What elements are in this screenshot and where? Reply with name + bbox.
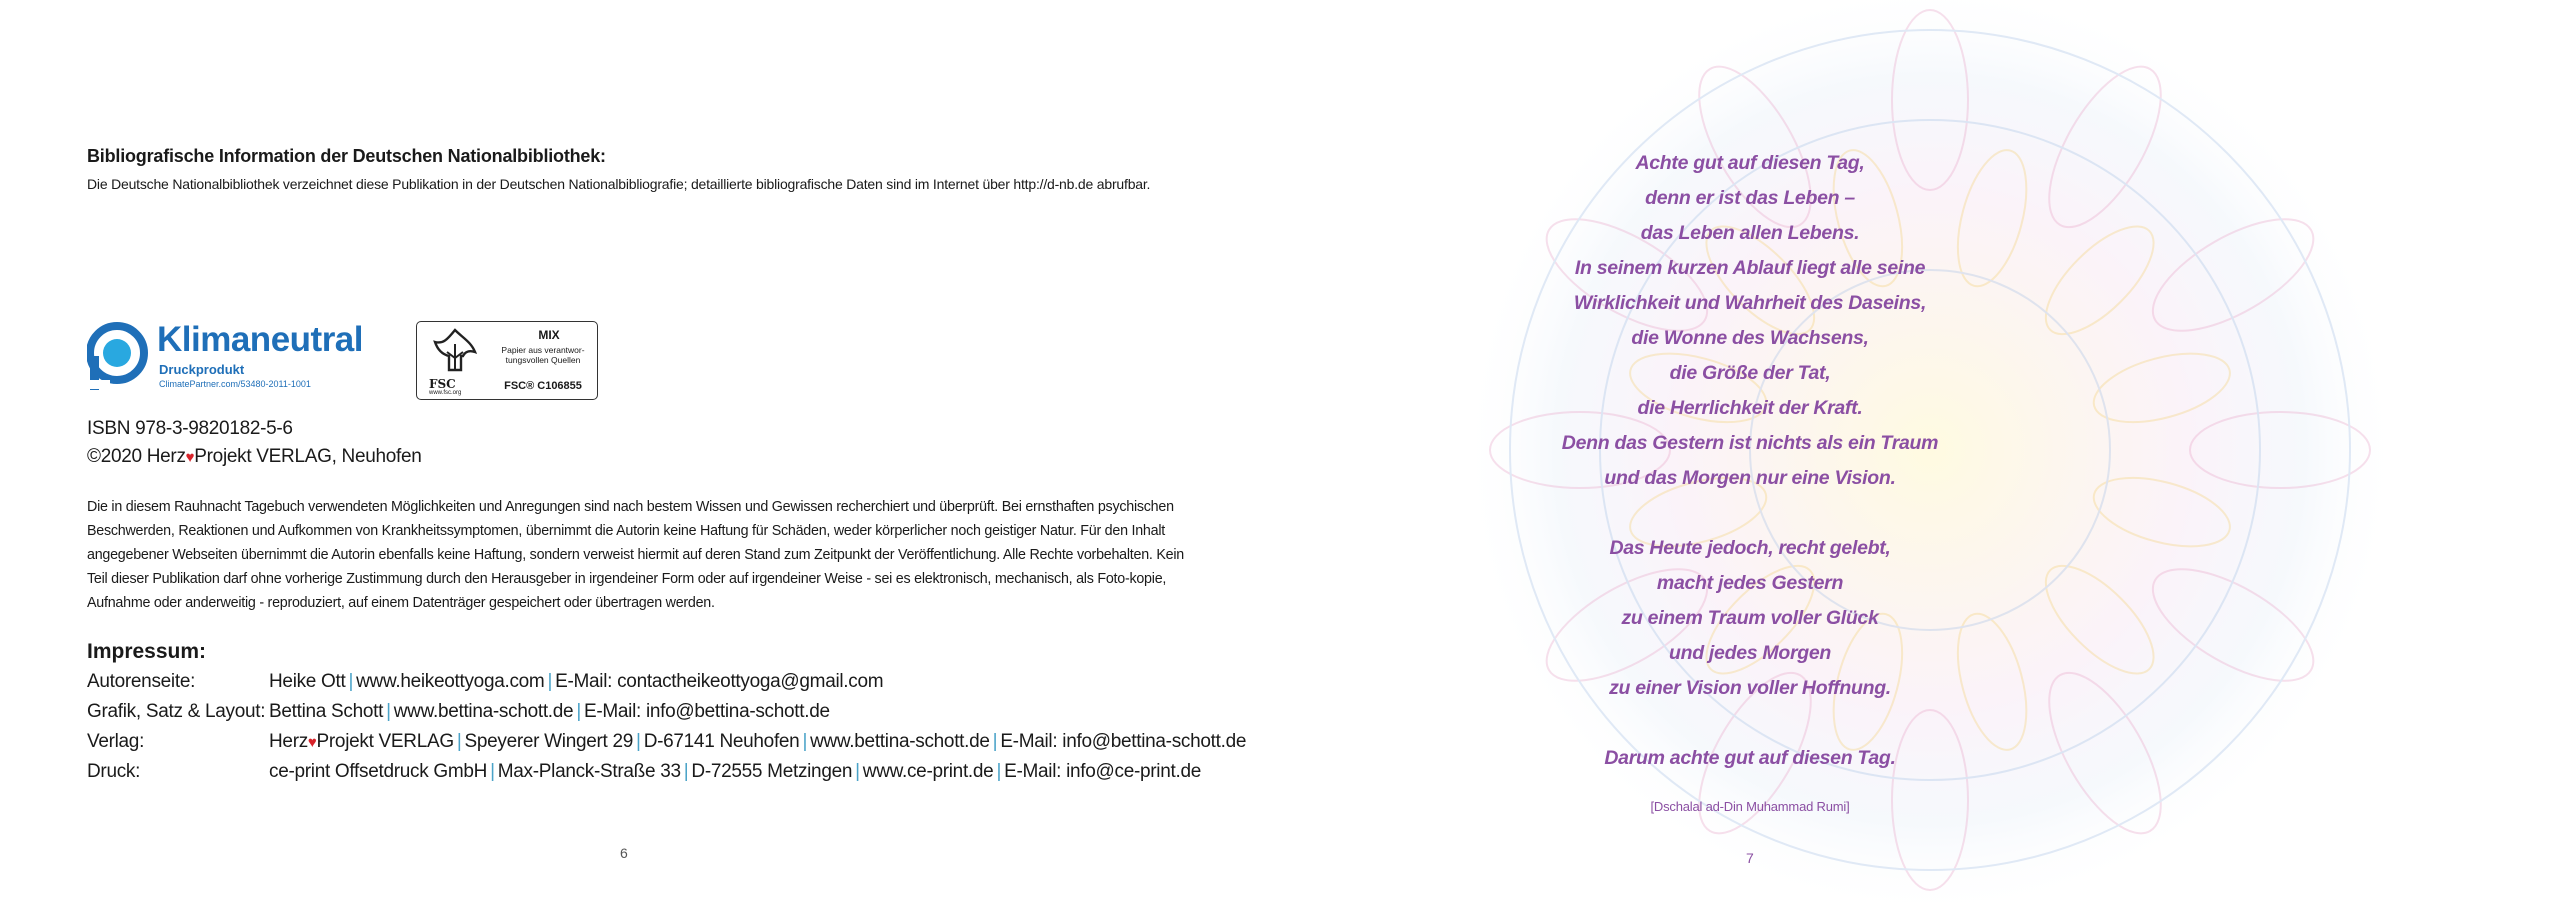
poem-source: [Dschalal ad-Din Muhammad Rumi] [1650, 799, 1850, 814]
fsc-logo-text: FSC [429, 377, 456, 391]
poem-line: Das Heute jedoch, recht gelebt, [1609, 537, 1891, 559]
impressum-row-grafik: Grafik, Satz & Layout: Bettina Schott | www.bettina-schott.de | E-Mail: info@bettina-schott.de [87, 701, 830, 722]
disclaimer: Die in diesem Rauhnacht Tagebuch verwendeten Möglichkeiten und Anregungen sind nach bestem Wissen und Gewissen recherchiert und überprüft. Bei ernsthaften psychischen Beschwerden, Reaktionen und Aufkommen von Krankheitssymptomen, übernimmt die Autorin keine Haftung für Schäden, weder körperlicher noch geistiger Natur. Für den Inhalt angegebener Webseiten übernimmt die Autorin ebenfalls keine Haftung, sondern verweist hiermit auf deren Stand zum Zeitpunkt der Veröffentlichung. Alle Rechte vorbehalten. Kein Teil dieser Publikation darf ohne vorherige Zustimmung durch den Herausgeber in irgendeiner Form oder auf irgendeiner Weise - sei es elektronisch, mechanisch, als Foto-kopie, Aufnahme oder anderweitig - reproduziert, auf einem Datenträger gespeichert oder übertragen werden. [87, 499, 1184, 611]
fsc-mix: MIX [538, 328, 560, 342]
impressum-row-verlag: Verlag: Herz♥Projekt VERLAG | Speyerer Wingert 29 | D-67141 Neuhofen | www.bettina-schott.de | E-Mail: info@bettina-schott.de [87, 731, 1247, 752]
fsc-tree-icon [425, 326, 485, 384]
poem-line: macht jedes Gestern [1656, 572, 1844, 594]
poem-stanza-gap [1480, 706, 2020, 741]
page-number-right: 7 [1746, 850, 1754, 866]
poem-line: und das Morgen nur eine Vision. [1604, 467, 1896, 489]
klimaneutral-subtitle: Druckprodukt [159, 362, 245, 377]
heart-icon: ♥ [185, 449, 195, 466]
klimaneutral-title: Klimaneutral [157, 320, 363, 359]
fsc-code: FSC® C106855 [504, 380, 582, 392]
poem-line: das Leben allen Lebens. [1640, 222, 1860, 244]
poem-line: denn er ist das Leben – [1645, 187, 1855, 209]
biblio-text: Die Deutsche Nationalbibliothek verzeichnet diese Publikation in der Deutschen Nationalbibliografie; detaillierte bibliografische Daten sind im Internet über http://d-nb.de abrufbar. [87, 176, 1151, 192]
poem-line: die Größe der Tat, [1669, 362, 1831, 384]
poem-line: Wirklichkeit und Wahrheit des Daseins, [1573, 292, 1927, 314]
poem [1480, 146, 2020, 776]
poem-line: Denn das Gestern ist nichts als ein Traum [1561, 432, 1939, 454]
poem-line: Darum achte gut auf diesen Tag. [1604, 747, 1896, 769]
isbn: ISBN 978-3-9820182-5-6 [87, 418, 293, 439]
poem-line: die Herrlichkeit der Kraft. [1637, 397, 1863, 419]
klimaneutral-logo [87, 322, 397, 396]
heart-icon: ♥ [307, 734, 317, 751]
poem-line: zu einer Vision voller Hoffnung. [1609, 677, 1891, 699]
poem-line: die Wonne des Wachsens, [1631, 327, 1869, 349]
poem-line: zu einem Traum voller Glück [1621, 607, 1879, 629]
fsc-paper-text: Papier aus verantwor- tungsvollen Quellen [501, 345, 585, 365]
biblio-title: Bibliografische Information der Deutschen Nationalbibliothek: [87, 146, 606, 166]
page-number-left: 6 [620, 845, 628, 861]
fsc-logo [416, 321, 598, 400]
impressum-title: Impressum: [87, 640, 207, 663]
poem-line: und jedes Morgen [1668, 642, 1832, 664]
copyright: ©2020 Herz♥Projekt VERLAG, Neuhofen [87, 446, 422, 467]
right-page [1280, 0, 2560, 903]
climate-partner-icon [87, 322, 151, 390]
poem-line: In seinem kurzen Ablauf liegt alle seine [1574, 257, 1926, 279]
poem-line: Achte gut auf diesen Tag, [1635, 152, 1865, 174]
impressum-row-druck: Druck: ce-print Offsetdruck GmbH | Max-Planck-Straße 33 | D-72555 Metzingen | www.ce-print.de | E-Mail: info@ce-print.de [87, 761, 1201, 782]
klimaneutral-url: ClimatePartner.com/53480-2011-1001 [159, 379, 311, 389]
poem-stanza-gap [1480, 496, 2020, 531]
fsc-www: www.fsc.org [429, 390, 462, 396]
impressum-row-autor: Autorenseite: Heike Ott | www.heikeottyoga.com | E-Mail: contactheikeottyoga@gmail.com [87, 671, 884, 692]
